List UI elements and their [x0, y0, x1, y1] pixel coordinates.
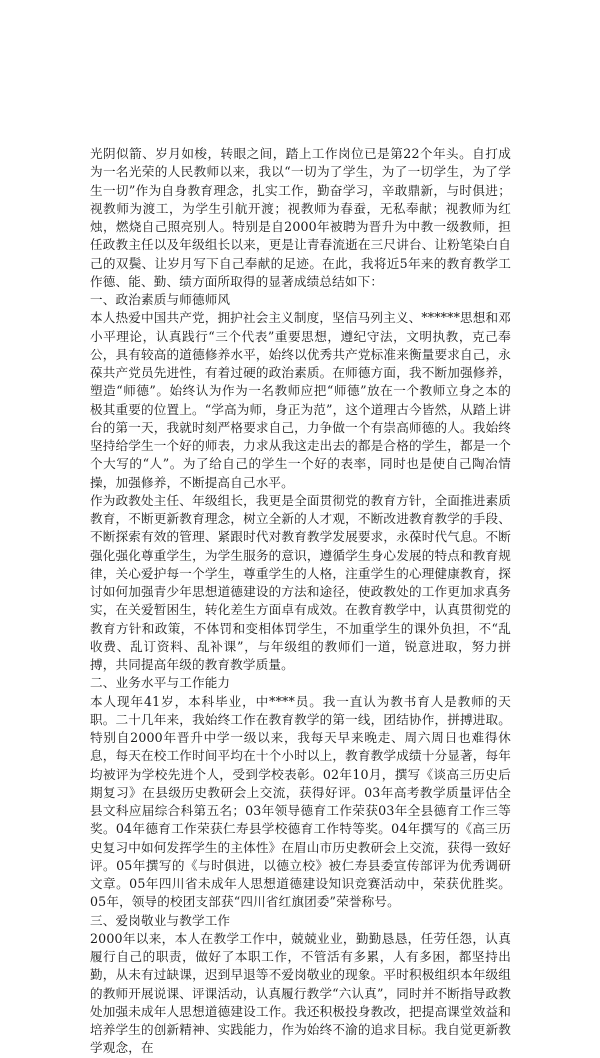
ability-paragraph: 本人现年41岁，本科毕业，中****员。我一直认为教书育人是教师的天职。二十几年来，我始终工作在教育教学的第一线，团结协作，拼搏进取。特别自2000年晋升中学一级以来，我每天早来晚走、周六周日也难得休息，每天在校工作时间平均在十个小时以上，教育教学成绩十分显著，每年均被评为学校先进个人，受到学校表彰。02年10月，撰写《谈高三历史后期复习》在县级历史教研会上交流，获得好评。03年高考教学质量评估全县文科应届综合科第五名；03年领导德育工作荣获03年全县德育工作三等奖。04年德育工作荣获仁寿县学校德育工作特等奖。04年撰写的《高三历史复习中如何发挥学生的主体性》在眉山市历史教研会上交流，获得一致好评。05年撰写的《与时俱进，以德立校》被仁寿县委宣传部评为优秀调研文章。05年四川省未成年人思想道德建设知识竞赛活动中，荣获优胜奖。05年，领导的校团支部获“四川省红旗团委”荣誉称号。 [90, 693, 511, 910]
intro-paragraph: 光阴似箭、岁月如梭，转眼之间，踏上工作岗位已是第22个年头。自打成为一名光荣的人民教师以来，我以“一切为了学生，为了一切学生，为了学生一切”作为自身教育理念，扎实工作，勤奋学习，辛敢鼎新，与时俱进；视教师为渡工，为学生引航开渡；视教师为春蚕，无私奉献；视教师为红烛，燃烧自己照亮别人。特别是自2000年被聘为晋升为中教一级教师，担任政教主任以及年级组长以来，更是让青春流逝在三尺讲台、让粉笔染白自己的双鬓、让岁月写下自己奉献的足迹。在此，我将近5年来的教育教学工作德、能、勤、绩方面所取得的显著成绩总结如下： [90, 146, 511, 289]
document-body [90, 145, 511, 1058]
section-heading-politics: 一、政治素质与师德师风 [90, 292, 231, 307]
section-heading-teaching: 三、爱岗敬业与教学工作 [90, 912, 231, 928]
politics-paragraph-2: 作为政教处主任、年级组长，我更是全面贯彻党的教育方针，全面推进素质教育，不断更新教育理念，树立全新的人才观，不断改进教育教学的手段、不断探索有效的管理、紧跟时代对教育教学发展要求，永葆时代气息。不断强化强化尊重学生，为学生服务的意识，遵循学生身心发展的特点和教育规律，关心爱护每一个学生，尊重学生的人格，注重学生的心理健康教育，探讨如何加强青少年思想道德建设的方法和途径，使政教处的工作更加求真务实，在关爱暂困生，转化差生方面卓有成效。在教育教学中，认真贯彻党的教育方针和政策，不体罚和变相体罚学生，不加重学生的课外负担，不“乱收费、乱订资料、乱补课”，与年级组的教师们一道，锐意进取，努力拼搏，共同提高年级的教育教学质量。 [90, 492, 511, 672]
teaching-paragraph: 2000年以来，本人在教学工作中，兢兢业业，勤勤恳恳，任劳任怨，认真履行自己的职责，做好了本职工作，不管活有多累，人有多困，都坚持出勤，从未有过缺课，迟到早退等不爱岗敬业的现象。平时积极组织本年级组的教师开展说课、评课活动，认真履行教学“六认真”，同时并不断指导政教处加强未成年人思想道德建设工作。我还积极投身教改，把提高课堂效益和培养学生的创新精神、实践能力，作为始终不渝的追求目标。我自觉更新教学观念，在 [90, 930, 511, 1056]
section-heading-ability: 二、业务水平与工作能力 [90, 675, 231, 691]
politics-paragraph: 本人热爱中国共产党，拥护社会主义制度，坚信马列主义、******思想和邓小平理论，认真践行“三个代表”重要思想，遵纪守法，文明执教，克己奉公，具有较高的道德修养水平，始终以优秀共产党标准来衡量要求自己，永葆共产党员先进性，有着过硬的政治素质。在师德方面，我不断加强修养，塑造“师德”。始终认为作为一名教师应把“师德”放在一个教师立身之本的极其重要的位置上。“学高为师，身正为范”，这个道理古今皆然，从踏上讲台的第一天，我就时刻严格要求自己，力争做一个有崇高师德的人。我始终坚持给学生一个好的师表，力求从我这走出去的都是合格的学生，都是一个个大写的“人”。为了给自己的学生一个好的表率，同时也是使自己陶冶情操，加强修养，不断提高自己水平。 [90, 310, 511, 490]
